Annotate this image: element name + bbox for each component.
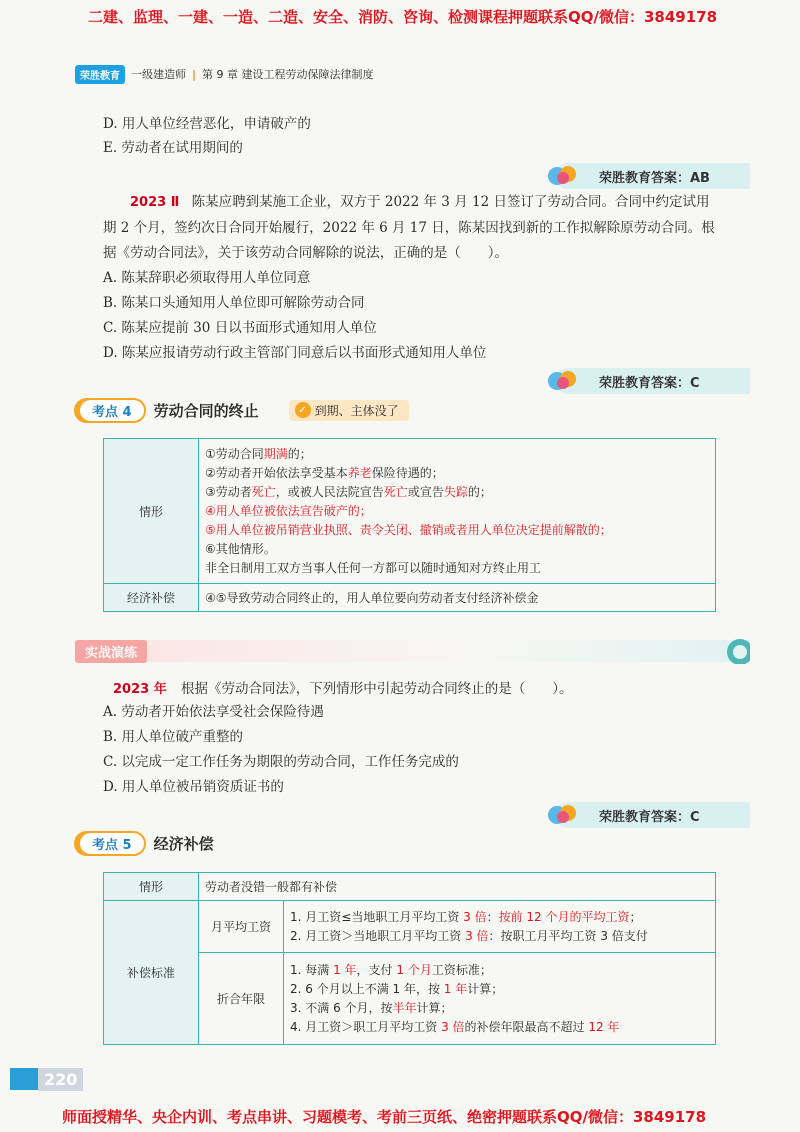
option-b: B. 陈某口头通知用人单位即可解除劳动合同 (103, 295, 365, 311)
question-stem: 根据《劳动合同法》，下列情形中引起劳动合同终止的是（ ）。 (181, 681, 573, 697)
bubble-icon (547, 369, 577, 391)
list-item: ①劳动合同期满的； (205, 446, 312, 461)
option-d: D. 陈某应报请劳动行政主管部门同意后以书面形式通知用人单位 (103, 345, 487, 361)
table-label: 情形 (104, 873, 199, 901)
table-cell: 劳动者没错一般都有补偿 (199, 873, 716, 901)
practice-bar (75, 640, 750, 662)
kaodian-badge: 考点 5 (78, 831, 146, 856)
kaodian-badge: 考点 4 (78, 398, 146, 423)
table-cell: ④⑤导致劳动合同终止的，用人单位要向劳动者支付经济补偿金 (199, 584, 716, 612)
page-number-marker (10, 1068, 38, 1090)
bottom-banner: 师面授精华、央企内训、考点串讲、习题模考、考前三页纸、绝密押题联系QQ/微信：3849178 (62, 1108, 707, 1126)
series-label: 一级建造师 (131, 68, 186, 81)
tip-box (289, 400, 409, 421)
table-sublabel: 月平均工资 (199, 901, 284, 953)
list-item: ③劳动者死亡，或被人民法院宣告死亡或宣告失踪的； (205, 484, 492, 499)
page-number: 220 (38, 1068, 83, 1091)
chapter-title: 第 9 章 建设工程劳动保障法律制度 (202, 68, 374, 81)
answer-text: 荣胜教育答案：C (599, 809, 700, 825)
bubble-icon (547, 803, 577, 825)
list-item: ②劳动者开始依法享受基本养老保险待遇的； (205, 465, 444, 480)
table-label: 经济补偿 (104, 584, 199, 612)
page-header (75, 64, 765, 84)
decor-icon (710, 638, 750, 664)
question-year: 2023 Ⅱ (130, 195, 180, 210)
list-item: ⑤用人单位被吊销营业执照、责令关闭、撤销或者用人单位决定提前解散的； (205, 522, 612, 537)
tip-text: 到期、主体没了 (314, 403, 399, 418)
prev-option-d: D. 用人单位经营恶化，申请破产的 (103, 116, 311, 132)
kaodian-title: 劳动合同的终止 (153, 401, 259, 420)
termination-table (103, 438, 716, 612)
bubble-icon (547, 164, 577, 186)
kaodian-header (78, 830, 214, 856)
list-item: 非全日制用工双方当事人任何一方都可以随时通知对方终止用工 (205, 560, 542, 575)
kaodian-title: 经济补偿 (153, 834, 214, 853)
check-icon: ✓ (295, 402, 311, 418)
option-b: B. 用人单位破产重整的 (103, 729, 244, 745)
answer-box (555, 368, 750, 394)
list-item: ⑥其他情形。 (205, 541, 276, 556)
top-banner: 二建、监理、一建、一造、二造、安全、消防、咨询、检测课程押题联系QQ/微信：3849178 (88, 8, 718, 26)
table-label: 情形 (104, 439, 199, 584)
answer-box (555, 802, 750, 828)
answer-text: 荣胜教育答案：AB (599, 170, 710, 186)
option-d: D. 用人单位被吊销资质证书的 (103, 779, 284, 795)
question-stem: 陈某应聘到某施工企业，双方于 2022 年 3 月 12 日签订了劳动合同。合同中约定试用 (191, 194, 710, 210)
option-a: A. 陈某辞职必须取得用人单位同意 (103, 270, 311, 286)
list-item: ④用人单位被依法宣告破产的； (205, 503, 372, 518)
table-label: 补偿标准 (104, 901, 199, 1045)
practice-label: 实战演练 (75, 640, 147, 663)
answer-box (555, 163, 750, 189)
kaodian-header (78, 397, 409, 423)
option-c: C. 陈某应提前 30 日以书面形式通知用人单位 (103, 320, 377, 336)
question-stem-line2: 期 2 个月，签约次日合同开始履行，2022 年 6 月 17 日，陈某因找到新的工作拟解除原劳动合同。根 (103, 220, 715, 236)
option-c: C. 以完成一定工作任务为期限的劳动合同，工作任务完成的 (103, 754, 459, 770)
question-year: 2023 年 (113, 682, 167, 697)
compensation-table: 情形 劳动者没错一般都有补偿 补偿标准 月平均工资 1. 月工资≤当地职工月平均工资 3 倍：按前 12 个月的平均工资； 2. 月工资＞当地职工月平均工资 3 倍：按职工月平均工资 3 倍支付 折合年限 1. 每满 1 年，支付 1 个月工资标准； 2. 6 个月以上不满 1 年，按 1 年计算； 3. 不满 6 个月，按半年计算； 4. 月工资＞职工月平均工资 3 倍的补偿年限最高不超过 12 年 (103, 872, 716, 1045)
header-separator: | (192, 67, 197, 81)
question-stem-line3: 据《劳动合同法》，关于该劳动合同解除的说法，正确的是（ ）。 (103, 245, 508, 261)
prev-option-e: E. 劳动者在试用期间的 (103, 140, 243, 156)
table-sublabel: 折合年限 (199, 953, 284, 1045)
option-a: A. 劳动者开始依法享受社会保险待遇 (103, 704, 324, 720)
answer-text: 荣胜教育答案：C (599, 375, 700, 391)
brand-logo: 荣胜教育 (75, 65, 125, 84)
